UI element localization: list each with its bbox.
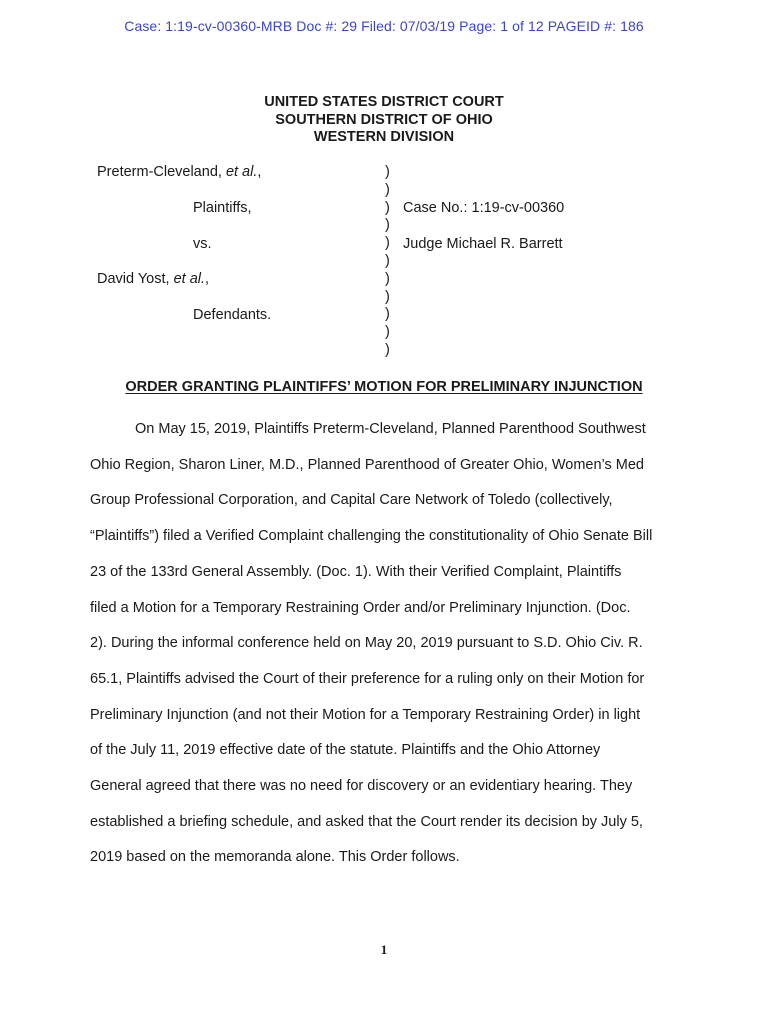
defendant-name: David Yost,	[97, 271, 174, 287]
court-name: UNITED STATES DISTRICT COURT	[264, 94, 504, 110]
page-number: 1	[380, 942, 388, 957]
caption-paren: )	[385, 181, 390, 198]
defendant-party	[97, 271, 209, 287]
case-number: Case No.: 1:19-cv-00360	[403, 200, 565, 216]
defendant-et-al: et al.	[173, 271, 206, 287]
plaintiffs-label: Plaintiffs,	[193, 200, 252, 216]
body-line: On May 15, 2019, Plaintiffs Preterm-Cleveland, Planned Parenthood Southwest	[135, 421, 646, 437]
court-heading	[0, 94, 768, 147]
caption-paren: )	[385, 235, 390, 252]
plaintiff-et-al: et al.	[225, 164, 258, 180]
caption-paren: )	[385, 324, 390, 341]
caption-paren: )	[385, 164, 390, 180]
plaintiff-party	[97, 164, 261, 180]
caption-divider	[385, 164, 390, 360]
order-title: ORDER GRANTING PLAINTIFFS’ MOTION FOR PRELIMINARY INJUNCTION	[125, 379, 643, 395]
judge-name: Judge Michael R. Barrett	[403, 236, 563, 252]
court-filing-stamp: Case: 1:19-cv-00360-MRB Doc #: 29 Filed: 07/03/19 Page: 1 of 12 PAGEID #: 186	[124, 18, 644, 34]
caption-paren: )	[385, 217, 390, 234]
caption-paren: )	[385, 270, 390, 287]
body-line: 2). During the informal conference held on May 20, 2019 pursuant to S.D. Ohio Civ. R.	[90, 635, 643, 652]
body-line: established a briefing schedule, and asked that the Court render its decision by July 5,	[90, 813, 643, 830]
caption-paren: )	[385, 288, 390, 305]
body-line: “Plaintiffs”) filed a Verified Complaint challenging the constitutionality of Ohio Senate Bill	[90, 528, 653, 545]
caption-paren: )	[385, 252, 390, 269]
court-division: WESTERN DIVISION	[313, 129, 455, 145]
body-line: Ohio Region, Sharon Liner, M.D., Planned Parenthood of Greater Ohio, Women’s Med	[90, 456, 644, 473]
body-line: General agreed that there was no need for discovery or an evidentiary hearing. They	[90, 778, 633, 795]
plaintiff-name: Preterm-Cleveland,	[97, 164, 226, 180]
body-line: 65.1, Plaintiffs advised the Court of their preference for a ruling only on their Motion for	[90, 670, 645, 687]
body-line: Preliminary Injunction (and not their Motion for a Temporary Restraining Order) in light	[90, 706, 641, 723]
caption-paren: )	[385, 199, 390, 216]
caption-paren: )	[385, 306, 390, 323]
body-line: 23 of the 133rd General Assembly. (Doc. 1). With their Verified Complaint, Plaintiffs	[90, 563, 622, 580]
defendant-comma: ,	[205, 271, 210, 287]
caption-paren: )	[385, 341, 390, 358]
body-line: filed a Motion for a Temporary Restraining Order and/or Preliminary Injunction. (Doc.	[90, 599, 631, 616]
body-line: 2019 based on the memoranda alone. This Order follows.	[90, 849, 460, 866]
plaintiff-comma: ,	[257, 164, 262, 180]
order-body-paragraph	[90, 412, 690, 876]
body-line: Group Professional Corporation, and Capital Care Network of Toledo (collectively,	[90, 492, 613, 509]
versus-label: vs.	[193, 236, 212, 252]
court-district: SOUTHERN DISTRICT OF OHIO	[275, 111, 493, 128]
defendants-label: Defendants.	[193, 307, 272, 323]
body-line: of the July 11, 2019 effective date of the statute. Plaintiffs and the Ohio Attorney	[90, 742, 601, 759]
